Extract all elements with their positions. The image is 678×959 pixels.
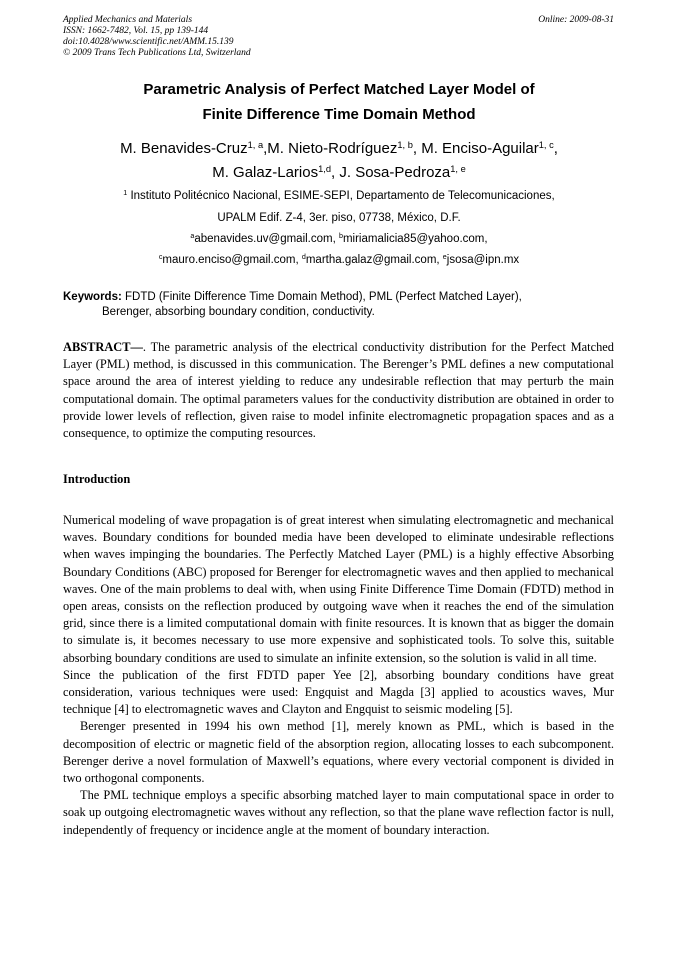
keywords-line-1: FDTD (Finite Difference Time Domain Method), PML (Perfect Matched Layer), xyxy=(125,291,522,303)
email-sup: a xyxy=(190,232,195,241)
author-name: M. Nieto-Rodríguez xyxy=(267,140,398,157)
keywords-label: Keywords: xyxy=(63,291,122,303)
author-sup: 1, e xyxy=(450,163,466,174)
email-sup: b xyxy=(339,232,343,241)
paragraph: The PML technique employs a specific absorbing matched layer to main computational space in order to soak up outgoing electromagnetic waves without any reflection, so that the plane wave reflection factor is null, independently of frequency or incidence angle at the moment of boundary interaction. xyxy=(63,788,614,837)
affiliation-sup: 1 xyxy=(123,189,128,198)
author-sup: 1, b xyxy=(397,139,413,150)
email-link[interactable]: jsosa@ipn.mx xyxy=(446,254,520,266)
affiliation-line-2: UPALM Edif. Z-4, 3er. piso, 07738, México, D.F. xyxy=(217,212,461,224)
author-name: M. Galaz-Larios xyxy=(212,164,319,181)
email-sup: d xyxy=(301,253,306,262)
paper-title-line-2: Finite Difference Time Domain Method xyxy=(202,106,476,123)
author-sup: 1,d xyxy=(318,163,332,174)
abstract-text: . The parametric analysis of the electrical conductivity distribution for the Perfect Matched Layer (PML) method, is discussed in this communication. The Berenger’s PML defines a new computational space around the area of interest yielding to reduce any undesirable reflection that may perturb the main computational domain. The optimal parameters values for the conductivity distribution are obtained in order to provide lower levels of reflection, given raise to model infinite electromagnetic propagation spaces and as a consequence, to optimize the computing resources. xyxy=(63,340,614,441)
abstract xyxy=(63,339,614,442)
authors-line-1: M. Benavides-Cruz$^{1, a}$,M. Nieto-Rodríguez$^{1, b}$, M. Enciso-Aguilar$^{1, c}$, xyxy=(120,139,558,157)
section-heading-introduction: Introduction xyxy=(63,472,131,486)
keywords xyxy=(63,290,614,320)
paragraph: Berenger presented in 1994 his own method [1], merely known as PML, which is based in the decomposition of electric or magnetic field of the absorption region, allocating losses to each subcomponent. Berenger derive a novel formulation of Maxwell’s equations, where every vectorial component is divided in two orthogonal components. xyxy=(63,719,614,786)
email-link[interactable]: miriamalicia85@yahoo.com xyxy=(342,233,485,245)
affiliation-line-1 xyxy=(40,190,638,202)
introduction-body xyxy=(63,512,614,839)
author-sup: 1, a xyxy=(247,139,264,150)
email-sup: c xyxy=(158,253,163,262)
online-date: Online: 2009-08-31 xyxy=(538,15,614,25)
emails-line-1: $^a$abenavides.uv@gmail.com, $^b$miriamalicia85@yahoo.com, xyxy=(190,232,488,245)
email-link[interactable]: mauro.enciso@gmail.com xyxy=(162,254,296,266)
copyright-line: © 2009 Trans Tech Publications Ltd, Switzerland xyxy=(63,48,251,58)
issn-line: ISSN: 1662-7482, Vol. 15, pp 139-144 xyxy=(63,26,209,36)
email-link[interactable]: abenavides.uv@gmail.com xyxy=(194,233,333,245)
paragraph: Numerical modeling of wave propagation is of great interest when simulating electromagnetic and mechanical waves. Boundary conditions for bounded media have been developed to eliminate undesirable reflections when waves impinging the boundaries. The Perfectly Matched Layer (PML) is a highly effective Absorbing Boundary Conditions (ABC) proposed for Berenger for electromagnetic waves and then applied to mechanical waves. One of the main problems to deal with, when using Finite Difference Time Domain (FDTD) method in open areas, consists on the reflection produced by outgoing wave when it reaches the end of the simulation grid, since there is a limited computational domain with finite resources. It is known that as bigger the domain to simulate is, it becomes necessary to use more expensive and sophisticated tools. To solve this, suitable absorbing boundary conditions are used to simulate an infinite extension, so the solution is valid in all time. xyxy=(63,513,614,665)
keywords-line-2: Berenger, absorbing boundary condition, conductivity. xyxy=(102,306,375,318)
email-sup: e xyxy=(442,253,447,262)
running-header xyxy=(63,15,251,59)
author-name: M. Benavides-Cruz xyxy=(120,140,248,157)
author-name: J. Sosa-Pedroza xyxy=(339,164,451,181)
paragraph: Since the publication of the first FDTD paper Yee [2], absorbing boundary conditions have great consideration, various techniques were used: Engquist and Magda [3] applied to acoustics waves, Mur technique [4] to electromagnetic waves and Clayton and Engquist to seismic modeling [5]. xyxy=(63,667,614,717)
emails-line-2: $^c$mauro.enciso@gmail.com, $^d$martha.galaz@gmail.com, $^e$jsosa@ipn.mx xyxy=(158,253,520,266)
affiliation-text: Instituto Politécnico Nacional, ESIME-SEPI, Departamento de Telecomunicaciones, xyxy=(130,190,555,202)
doi-line: doi:10.4028/www.scientific.net/AMM.15.139 xyxy=(63,37,234,47)
paper-title-line-1: Parametric Analysis of Perfect Matched Layer Model of xyxy=(143,81,535,98)
author-name: M. Enciso-Aguilar xyxy=(421,140,539,157)
email-link[interactable]: martha.galaz@gmail.com xyxy=(305,254,437,266)
authors-line-2: M. Galaz-Larios$^{1,d}$, J. Sosa-Pedroza$^{1, e}$ xyxy=(212,163,466,181)
author-sup: 1, c xyxy=(538,139,554,150)
journal-name: Applied Mechanics and Materials xyxy=(63,15,193,25)
abstract-label: ABSTRACT— xyxy=(63,340,143,354)
